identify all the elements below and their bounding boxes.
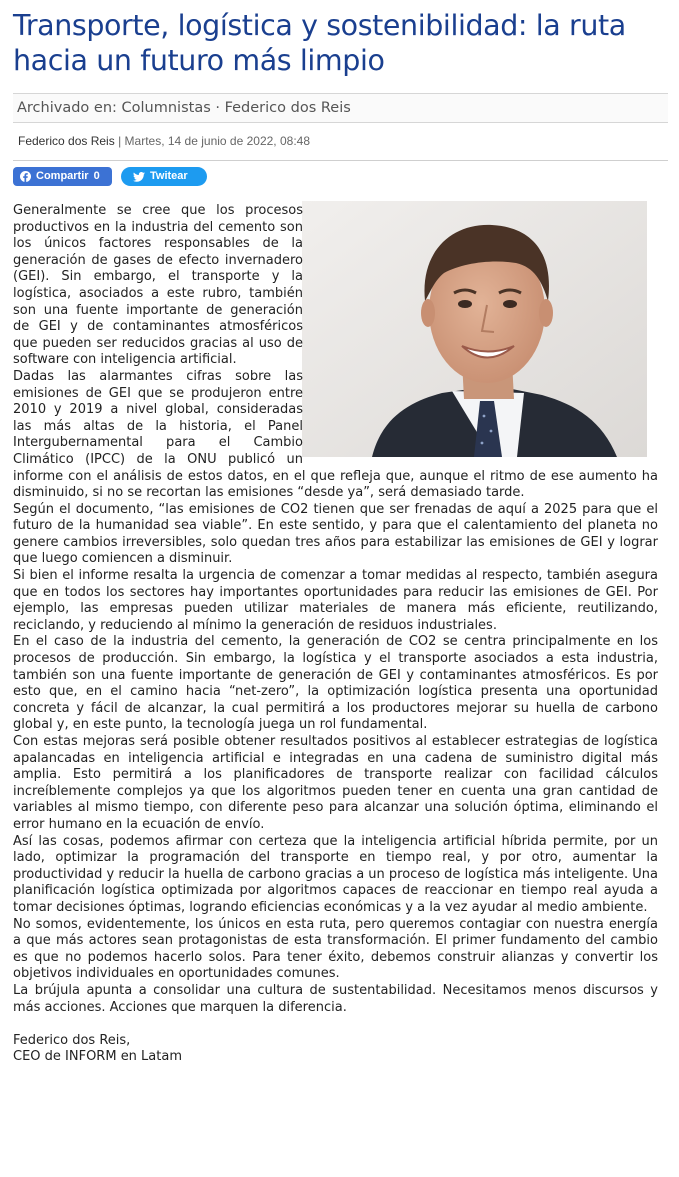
article-header xyxy=(13,0,668,187)
article-body xyxy=(13,203,658,1066)
byline-separator: | xyxy=(118,134,122,148)
paragraph: No somos, evidentemente, los únicos en esta ruta, pero queremos contagiar con nuestra energía a que más actores sean protagonistas de esta transformación. El primer fundamento del cambio es que no podemos hacerlo solos. Para tener éxito, debemos construir alianzas y convertir los objetivos individuales en oportunidades comunes. xyxy=(13,916,658,982)
facebook-share-button[interactable] xyxy=(13,167,112,186)
paragraph: En el caso de la industria del cemento, la generación de CO2 se centra principalmente en los procesos de producción. Sin embargo, la logística y el transporte asociados a esta industria, también son una fuente importante de generación de GEI y contaminantes atmosféricos. Es por esto que, en el camino hacia “net-zero”, la optimización logística presenta una oportunidad concreta y fácil de alcanzar, la cual permitirá a los productores mejorar su huella de carbono global y, en este punto, la tecnología juega un rol fundamental. xyxy=(13,634,658,733)
paragraph: Con estas mejoras será posible obtener resultados positivos al establecer estrategias de logística apalancadas en inteligencia artificial e integradas en una cadena de suministro digital más amplia. Esto permitirá a los planificadores de transporte realizar con facilidad cálculos increíblemente complejos ya que los algoritmos pueden tener en cuenta una gran cantidad de variables al mismo tiempo, con diferente peso para alcanzar una solución óptima, eliminando el error humano en la ecuación de envío. xyxy=(13,734,658,832)
byline-date: Martes, 14 de junio de 2022, 08:48 xyxy=(124,134,310,148)
twitter-share-button[interactable] xyxy=(121,167,207,186)
header-divider xyxy=(13,160,668,161)
twitter-share-label: Twitear xyxy=(150,170,188,182)
byline-author[interactable]: Federico dos Reis xyxy=(18,134,115,148)
signature-name: Federico dos Reis, xyxy=(13,1032,131,1048)
byline xyxy=(13,131,668,151)
signature-role: CEO de INFORM en Latam xyxy=(13,1049,182,1065)
photo-spacer xyxy=(303,203,658,461)
archived-author-link[interactable]: Federico dos Reis xyxy=(224,100,351,116)
facebook-icon xyxy=(20,171,31,182)
paragraph: Si bien el informe resalta la urgencia de comenzar a tomar medidas al respecto, también asegura que en todos los sectores hay importantes oportunidades para reducir las emisiones de GEI. Por ejemplo, las empresas pueden utilizar materiales de manera más eficiente, reutilizando, reciclando, y reduciendo al mínimo la generación de residuos industriales. xyxy=(13,568,658,633)
archived-category-link[interactable]: Columnistas xyxy=(121,100,211,116)
twitter-icon xyxy=(133,172,145,182)
paragraph: Dadas las alarmantes cifras sobre las emisiones de GEI que se produjeron entre 2010 y 2019 a nivel global, consideradas las más altas de la historia, el Panel Intergubernamental para el Cambio Climático (IPCC) de la ONU publicó un informe con el análisis de estos datos, en el que refleja que, aunque el ritmo de ese aumento ha disminuido, si no se recortan las emisiones “desde ya”, será demasiado tarde. xyxy=(13,368,658,501)
article-title: Transporte, logística y sostenibilidad: la ruta hacia un futuro más limpio xyxy=(13,9,626,77)
signature xyxy=(13,1033,658,1066)
paragraph: La brújula apunta a consolidar una cultura de sustentabilidad. Necesitamos menos discursos y más acciones. Acciones que marquen la diferencia. xyxy=(13,982,658,1015)
share-buttons xyxy=(13,167,668,187)
archived-separator: · xyxy=(215,100,220,116)
facebook-share-label: Compartir xyxy=(36,170,89,182)
paragraph: Según el documento, “las emisiones de CO2 tienen que ser frenadas de aquí a 2025 para que el futuro de la humanidad sea viable”. En este sentido, y para que el calentamiento del planeta no genere cambios irreversibles, solo quedan tres años para estabilizar las emisiones de GEI y lograr que luego comiencen a disminuir. xyxy=(13,501,658,567)
archived-bar xyxy=(13,93,668,123)
facebook-share-count: 0 xyxy=(93,170,100,182)
paragraph: Así las cosas, podemos afirmar con certeza que la inteligencia artificial híbrida permite, por un lado, optimizar la programación del transporte en tiempo real, y por otro, aumentar la productividad y reducir la huella de carbono gracias a un proceso de logística más inteligente. Una planificación logística optimizada por algoritmos capaces de reaccionar en tiempo real ayuda a tomar decisiones óptimas, logrando eficiencias económicas y a la vez ayudar al medio ambiente. xyxy=(13,833,658,915)
archived-prefix: Archivado en: xyxy=(17,100,117,116)
paragraph: Generalmente se cree que los procesos productivos en la industria del cemento son los únicos factores responsables de la generación de gases de efecto invernadero (GEI). Sin embargo, el transporte y la logística, asociados a este rubro, también son una fuente importante de generación de GEI y de contaminantes atmosféricos que pueden ser reducidos gracias al uso de software con inteligencia artificial. xyxy=(13,203,303,368)
